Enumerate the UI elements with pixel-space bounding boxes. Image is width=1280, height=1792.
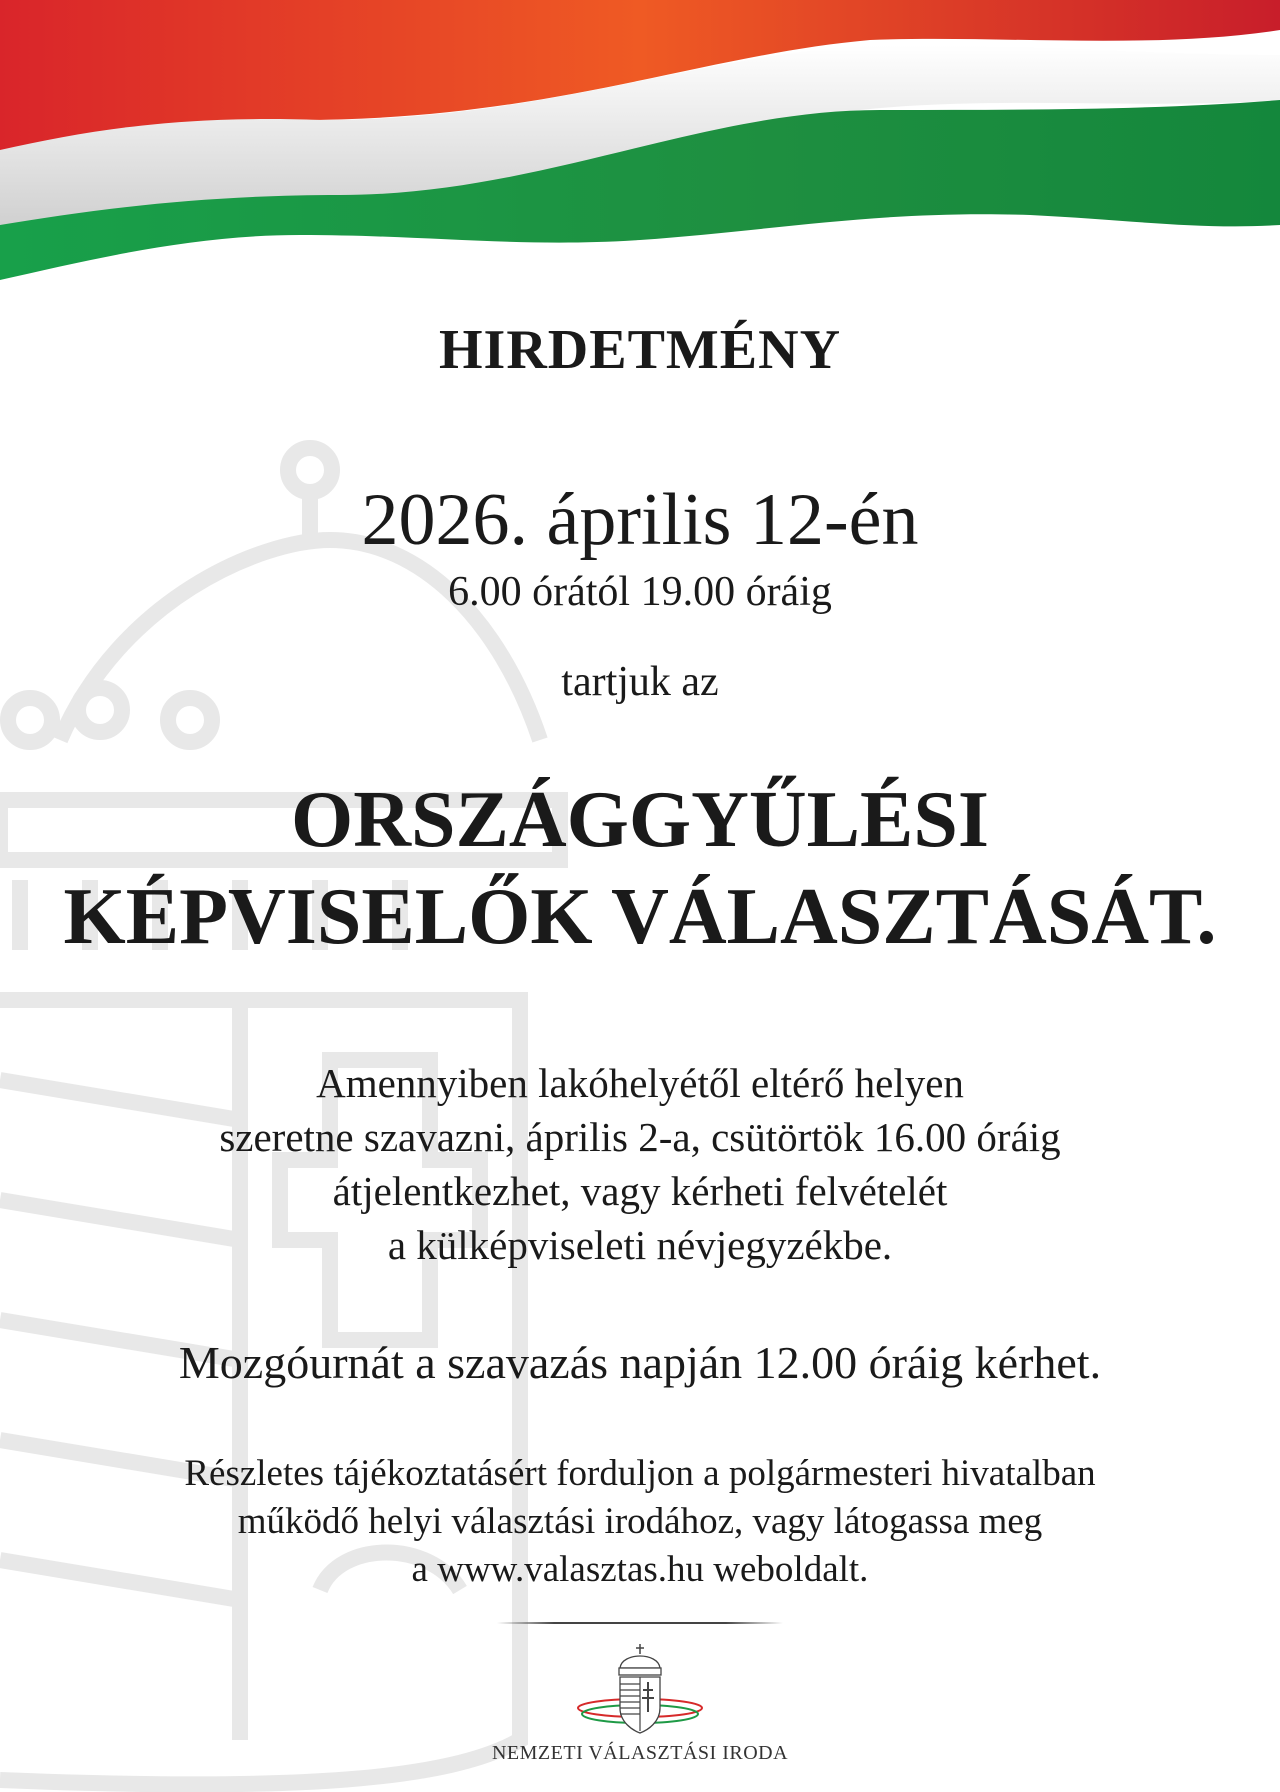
information-paragraph — [0, 1450, 1280, 1594]
text-line: átjelentkezhet, vagy kérheti felvételét — [332, 1168, 948, 1214]
intro-text: tartjuk az — [561, 659, 719, 705]
election-name-line2: KÉPVISELŐK VÁLASZTÁSÁT. — [63, 873, 1217, 961]
text-line: a www.valasztas.hu weboldalt. — [411, 1549, 869, 1590]
text-line: szeretne szavazni, április 2-a, csütörtök 16.00 óráig — [219, 1114, 1061, 1160]
election-hours: 6.00 órától 19.00 óráig — [448, 569, 832, 615]
election-date: 2026. április 12-én — [361, 479, 919, 561]
election-name-line1: ORSZÁGGYŰLÉSI — [291, 776, 989, 864]
hungarian-flag-banner — [0, 0, 1280, 290]
divider — [497, 1622, 783, 1624]
text-line: működő helyi választási irodához, vagy látogassa meg — [237, 1501, 1043, 1542]
hungarian-coat-of-arms-icon — [570, 1638, 710, 1738]
text-line: Amennyiben lakóhelyétől eltérő helyen — [316, 1060, 964, 1106]
page-title: HIRDETMÉNY — [438, 319, 842, 381]
text-line: a külképviseleti névjegyzékbe. — [387, 1222, 893, 1268]
organization-name: NEMZETI VÁLASZTÁSI IRODA — [491, 1742, 789, 1764]
registration-paragraph — [0, 1056, 1280, 1272]
text-line: Részletes tájékoztatásért forduljon a polgármesteri hivatalban — [184, 1453, 1096, 1494]
mobile-ballot-box-notice: Mozgóurnát a szavazás napján 12.00 óráig kérhet. — [178, 1337, 1102, 1388]
